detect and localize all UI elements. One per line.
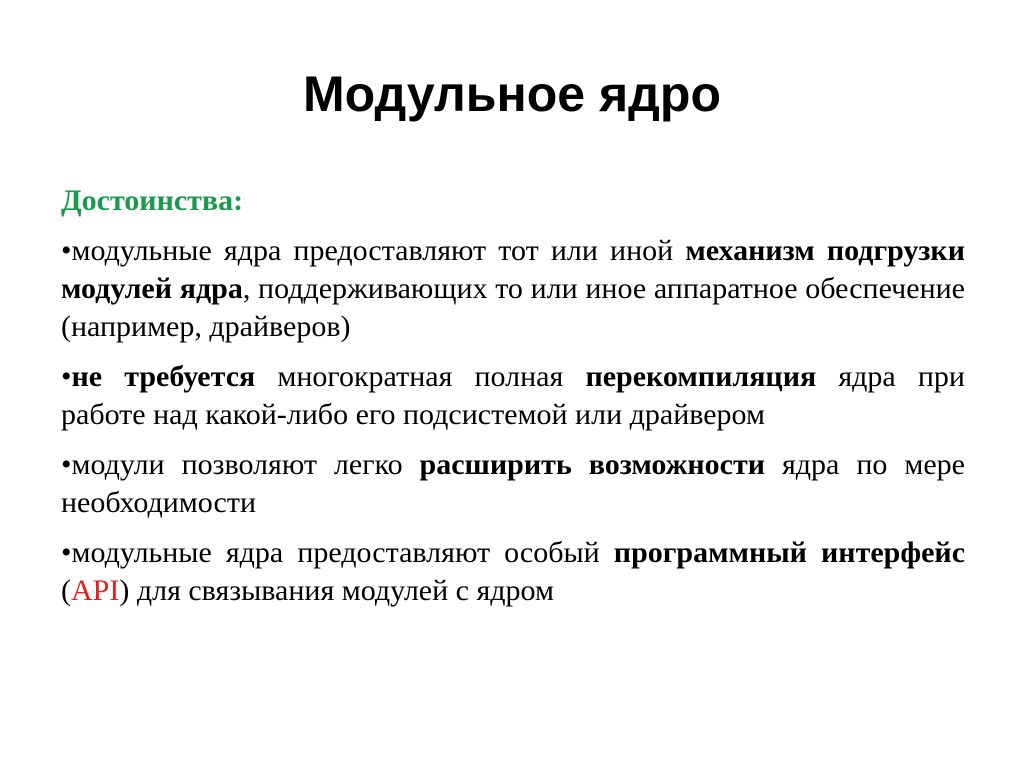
bullet-text: многократная полная: [255, 360, 586, 393]
bullet-text: ) для связывания модулей с ядром: [119, 574, 554, 607]
section-heading: Достоинства:: [61, 184, 244, 217]
bullet-emphasis: не требуется: [71, 360, 256, 393]
bullet-text: , поддерживающих то или иное аппаратное обеспечение (например, драйверов): [61, 272, 965, 343]
bullet-text: ядра при работе над какой-либо его подсистемой или драйвером: [61, 360, 965, 431]
bullet-text: модульные ядра предоставляют особый: [71, 536, 614, 569]
bullet-emphasis: механизм подгрузки модулей ядра: [61, 234, 965, 305]
bullet-marker: •: [61, 536, 72, 569]
bullet-item: [61, 446, 965, 522]
bullet-marker: •: [61, 448, 72, 481]
bullet-emphasis: перекомпиляция: [585, 360, 817, 393]
bullet-text: модульные ядра предоставляют тот или иной: [71, 234, 686, 267]
bullet-marker: •: [61, 234, 72, 267]
bullet-text: (: [61, 574, 71, 607]
bullet-emphasis: программный интерфейс: [613, 536, 966, 569]
bullet-emphasis: расширить возможности: [419, 448, 765, 481]
bullet-text: модули позволяют легко: [71, 448, 420, 481]
bullet-item: [61, 534, 965, 610]
slide-title: Модульное ядро: [303, 66, 721, 122]
bullet-item: [61, 232, 965, 346]
bullet-item: [61, 358, 965, 434]
slide-body: [61, 180, 965, 622]
api-highlight: API: [71, 574, 120, 607]
bullet-marker: •: [61, 360, 72, 393]
bullet-text: ядра по мере необходимости: [61, 448, 965, 519]
